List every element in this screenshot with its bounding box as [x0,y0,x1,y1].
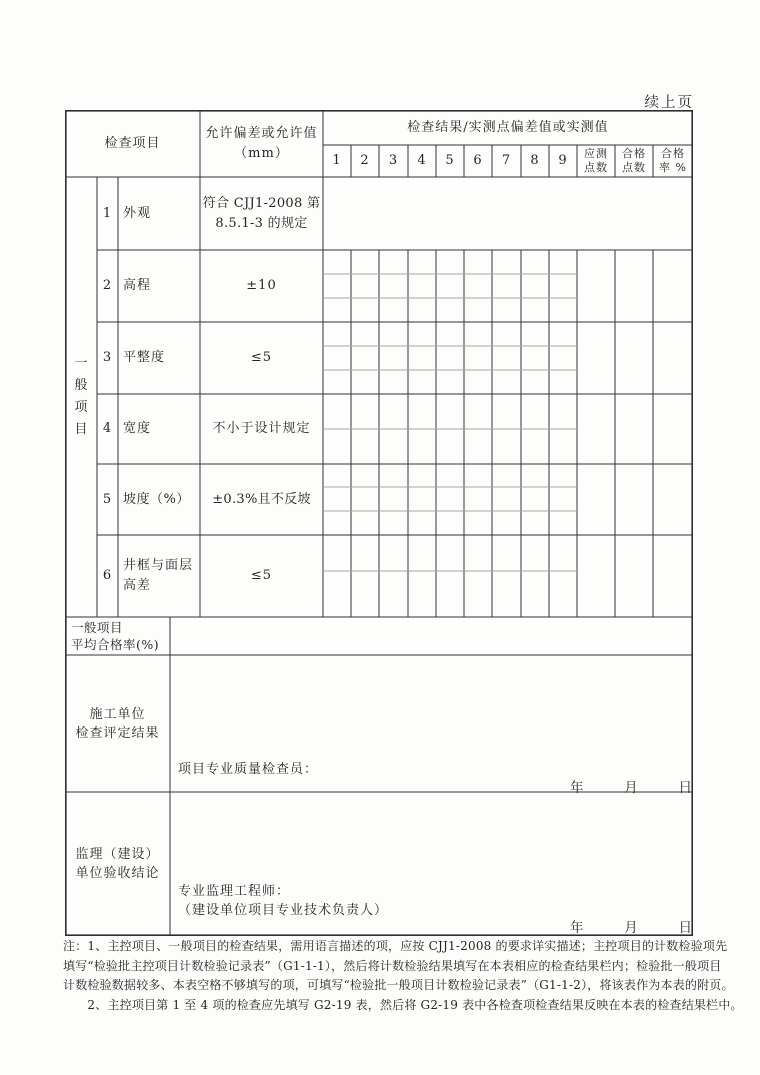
header-point-col-9: 9 [558,153,568,168]
header-allow-col-line2: （mm） [234,145,289,161]
supervision-signer-line2: （建设单位项目专业技术负责人） [178,903,389,918]
header-point-col-2: 2 [360,153,370,168]
row1-allowed-value [200,177,323,250]
row3-allowed-value: ≤5 [250,350,273,365]
row1-allowed-value-line1: 符合 CJJ1-2008 第 [202,195,321,211]
footnotes [63,937,743,1015]
header-pass-rate-line2: 率 % [659,161,687,174]
construction-date-day: 日 [678,780,692,796]
header-point-col-8: 8 [530,153,540,168]
construction-signer-label: 项目专业质量检查员： [178,762,319,777]
footnote-line4: 2、主控项目第 1 至 4 项的检查应先填写 G2-19 表，然后将 G2-19 表中各检查项检查结果反映在本表的检查结果栏中。 [63,997,743,1012]
supervision-date-year: 年 [570,920,584,936]
row1-number: 1 [102,205,113,221]
header-point-col-5: 5 [445,153,455,168]
row6-number: 6 [102,568,113,583]
supervision-date-day: 日 [678,920,692,936]
avg-pass-rate-label [65,617,170,655]
supervision-unit-label-line1: 监理（建设） [75,847,160,862]
row6-allowed-value: ≤5 [250,568,273,583]
avg-pass-rate-label-line1: 一般项目 [71,620,124,635]
header-pass-rate-line1: 合格 [661,147,685,160]
avg-pass-rate-label-line2: 平均合格率(%) [71,637,160,652]
header-qualified-points-line2: 点数 [622,161,646,174]
row1-item-name: 外观 [123,205,152,221]
header-qualified-points-line1: 合格 [622,147,646,160]
construction-unit-label [65,655,170,792]
header-qualified-points-col [615,145,653,177]
header-point-col-4: 4 [417,153,427,168]
row4-item-name: 宽度 [123,421,152,436]
row3-item-name: 平整度 [123,350,166,365]
row2-item-name: 高程 [123,278,152,293]
supervision-unit-label-line2: 单位验收结论 [75,866,160,881]
construction-unit-label-line2: 检查评定结果 [75,725,160,741]
footnote-line1: 注：1、主控项目、一般项目的检查结果，需用语言描述的项，应按 CJJ1-2008 的要求详实描述；主控项目的计数检验项先 [63,939,728,953]
supervision-signer-label [178,882,388,920]
header-point-col-1: 1 [332,153,342,168]
construction-date-year: 年 [570,780,584,796]
row2-number: 2 [102,278,113,293]
group-label-text: 一般项目 [74,356,88,437]
inspection-record-table [65,110,693,936]
supervision-unit-label [65,792,170,936]
header-result-col: 检查结果/实测点偏差值或实测值 [407,119,609,135]
header-pass-rate-col [653,145,693,177]
header-point-col-6: 6 [473,153,483,168]
row4-allowed-value: 不小于设计规定 [212,421,311,436]
header-required-points-line1: 应测 [584,147,608,160]
continued-from-previous-page-label: 续上页 [644,95,694,111]
header-item-col: 检查项目 [104,135,161,151]
header-allow-col-line1: 允许偏差或允许值 [205,125,318,141]
header-allow-col [200,110,323,177]
row6-item-name [123,535,200,617]
construction-unit-label-line1: 施工单位 [89,706,146,722]
group-label-general-items [65,177,97,617]
footnote-line3: 计数检验数据较多、本表空格不够填写的项，可填写“检验批一般项目计数检验记录表”（G1-1-2），将该表作为本表的附页。 [63,978,734,992]
header-required-points-col [577,145,615,177]
row3-number: 3 [102,350,113,365]
supervision-date-line [570,916,692,936]
row6-item-name-line1: 井框与面层 [123,558,194,573]
footnote-line2: 填写“检验批主控项目计数检验记录表”（G1-1-1），然后将计数检验结果填写在本表相应的检查结果栏内；检验批一般项目 [63,958,722,973]
row6-item-name-line2: 高差 [123,578,152,593]
construction-date-line [570,776,692,796]
row5-allowed-value: ±0.3%且不反坡 [212,491,311,507]
row2-allowed-value: ±10 [246,278,277,293]
header-required-points-line2: 点数 [584,161,608,174]
row1-allowed-value-line2: 8.5.1-3 的规定 [215,215,308,231]
row5-number: 5 [102,491,113,507]
supervision-signer-line1: 专业监理工程师： [178,884,291,899]
row5-item-name: 坡度（%） [123,491,190,507]
construction-date-month: 月 [624,780,638,796]
header-point-col-3: 3 [388,153,399,168]
supervision-date-month: 月 [624,920,638,936]
row4-number: 4 [102,421,113,436]
header-point-col-7: 7 [501,153,512,168]
